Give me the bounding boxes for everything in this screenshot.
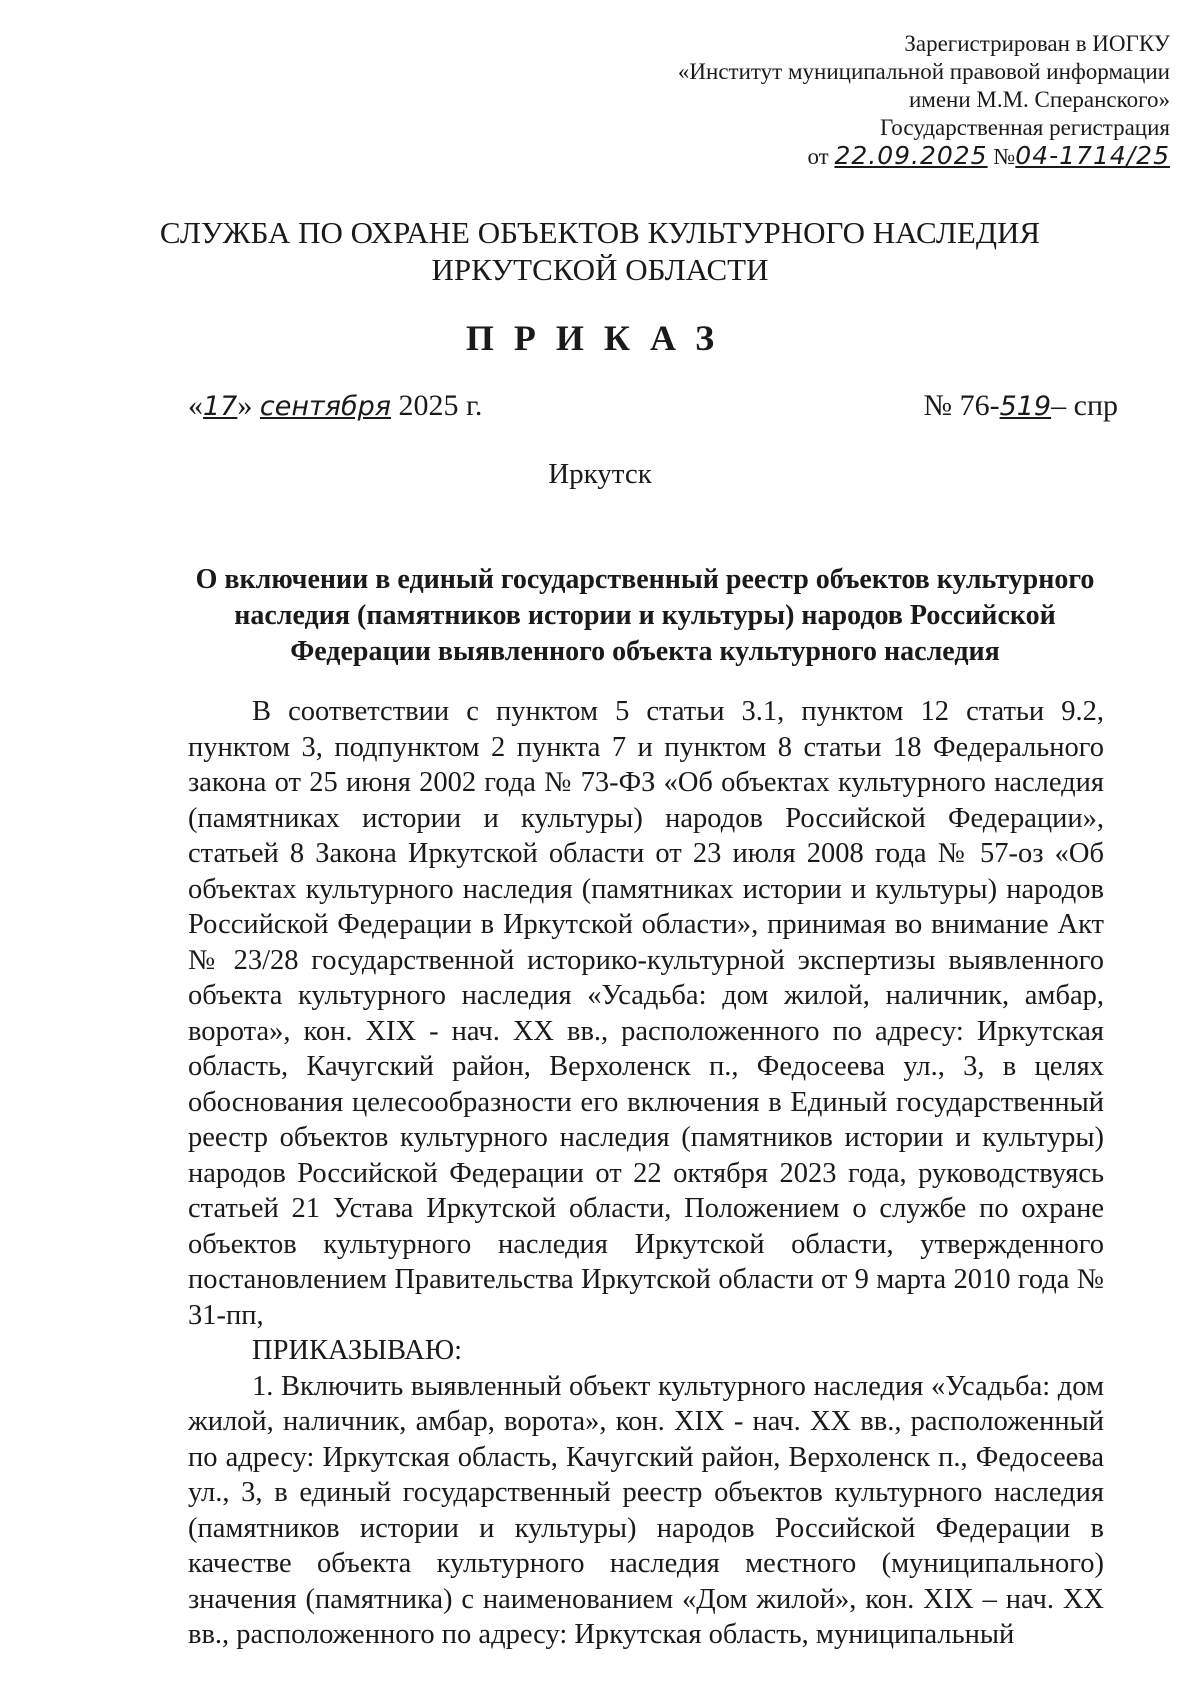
order-month: сентября [259, 391, 391, 422]
order-year: 2025 г. [398, 389, 483, 422]
registration-line-3: имени М.М. Сперанского» [908, 87, 1170, 112]
organization-line-1: СЛУЖБА ПО ОХРАНЕ ОБЪЕКТОВ КУЛЬТУРНОГО НАСЛЕДИЯ [159, 215, 1041, 250]
organization-line-2: ИРКУТСКОЙ ОБЛАСТИ [431, 252, 769, 287]
registration-date: 22.09.2025 [834, 141, 988, 170]
order-number-suffix: – спр [1051, 389, 1118, 422]
registration-line-2: «Институт муниципальной правовой информации [677, 59, 1170, 84]
registration-number-label: № [993, 144, 1016, 169]
document-title: ПРИКАЗ [465, 318, 735, 358]
order-subject: О включении в единый государственный реестр объектов культурного наследия (памятников истории и культуры) народов Российской Федерации выявленного объекта культурного наследия [195, 564, 1095, 667]
order-number [923, 388, 1118, 425]
city: Иркутск [548, 458, 652, 490]
registration-number: 04-1714/25 [1015, 141, 1170, 170]
registration-line-1: Зарегистрирован в ИОГКУ [904, 31, 1170, 56]
quote-close: » [237, 389, 253, 422]
order-body [188, 694, 1104, 1653]
order-number-handwritten: 519 [999, 391, 1052, 422]
order-date [188, 388, 482, 425]
registration-from-label: от [807, 144, 829, 169]
organization-name [0, 214, 1200, 288]
quote-open: « [188, 389, 203, 422]
registration-line-4: Государственная регистрация [880, 115, 1170, 140]
preamble-paragraph: В соответствии с пунктом 5 статьи 3.1, пунктом 12 статьи 9.2, пунктом 3, подпунктом 2 пункта 7 и пунктом 8 статьи 18 Федерального закона от 25 июня 2002 года № 73-ФЗ «Об объектах культурного наследия (памятниках истории и культуры) народов Российской Федерации», статьей 8 Закона Иркутской области от 23 июля 2008 года № 57-оз «Об объектах культурного наследия (памятниках истории и культуры) народов Российской Федерации в Иркутской области», принимая во внимание Акт № 23/28 государственной историко-культурной экспертизы выявленного объекта культурного наследия «Усадьба: дом жилой, наличник, амбар, ворота», кон. XIX - нач. XX вв., расположенного по адресу: Иркутская область, Качугский район, Верхоленск п., Федосеева ул., 3, в целях обоснования целесообразности его включения в Единый государственный реестр объектов культурного наследия (памятников истории и культуры) народов Российской Федерации от 22 октября 2023 года, руководствуясь статьей 21 Устава Иркутской области, Положением о службе по охране объектов культурного наследия Иркутской области, утвержденного постановлением Правительства Иркутской области от 9 марта 2010 года № 31-пп, [188, 696, 1104, 1331]
order-word: ПРИКАЗЫВАЮ: [252, 1335, 463, 1366]
registration-date-line [678, 142, 1170, 171]
order-day: 17 [203, 391, 238, 422]
registration-stamp [678, 30, 1170, 171]
order-number-prefix: № 76- [923, 389, 1000, 422]
order-item-1: 1. Включить выявленный объект культурного наследия «Усадьба: дом жилой, наличник, амбар, ворота», кон. XIX - нач. XX вв., расположенный по адресу: Иркутская область, Качугский район, Верхоленск п., Федосеева ул., 3, в единый государственный реестр объектов культурного наследия (памятников истории и культуры) народов Российской Федерации в качестве объекта культурного наследия местного (муниципального) значения (памятника) с наименованием «Дом жилой», кон. XIX – нач. XX вв., расположенного по адресу: Иркутская область, муниципальный [188, 1370, 1104, 1650]
